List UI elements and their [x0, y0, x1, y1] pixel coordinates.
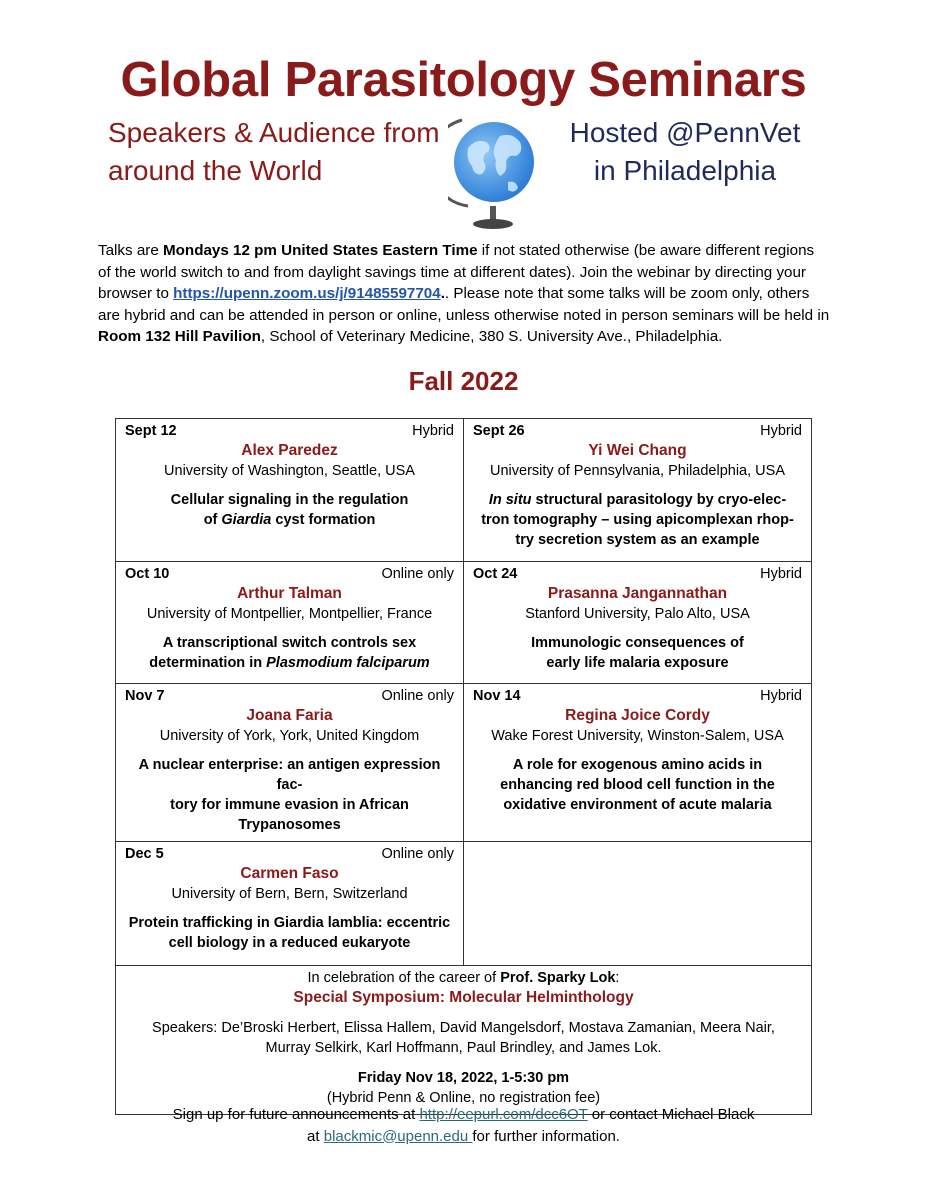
seminar-format: Online only — [381, 846, 454, 862]
seminar-talk-title: A transcriptional switch controls sex determination in Plasmodium falciparum — [149, 635, 430, 671]
season-heading: Fall 2022 — [408, 366, 519, 396]
seminar-talk-title: Cellular signaling in the regulation of Giardia cyst formation — [170, 492, 409, 528]
page-title: Global Parasitology Seminars — [120, 53, 807, 107]
symposium-intro: In celebration of the career of Prof. Sparky Lok: — [307, 970, 620, 986]
subtitle-left-line2: around the World — [108, 155, 323, 186]
intro-text: . Please note that some talks will be zoom only, others are hybrid and can be attended in person or online, unless otherwise noted in person seminars will be held in — [98, 285, 830, 324]
seminar-format: Hybrid — [412, 423, 454, 439]
seminar-cell — [116, 419, 464, 562]
seminar-format: Hybrid — [760, 688, 802, 704]
seminar-cell — [116, 842, 464, 966]
seminar-affiliation: Stanford University, Palo Alto, USA — [525, 606, 750, 622]
intro-paragraph: Talks are Mondays 12 pm United States Eastern Time if not stated otherwise (be aware different regions of the world switch to and from daylight savings time at different dates). Join the webinar by directing your browser to https://upenn.zoom.us/j/91485597704.. Please note that some talks will be zoom only, others are hybrid and can be attended in person or online, unless otherwise noted in person seminars will be held in Room 132 Hill Pavilion, School of Veterinary Medicine, 380 S. University Ave., Philadelphia. — [98, 242, 830, 345]
seminar-date: Oct 24 — [473, 566, 518, 582]
seminar-speaker: Carmen Faso — [240, 865, 339, 882]
signup-link[interactable]: http://eepurl.com/dcc6OT — [419, 1106, 588, 1123]
subtitle-right — [540, 114, 830, 190]
seminar-speaker: Prasanna Jangannathan — [547, 585, 728, 602]
symposium-speakers: Speakers: De’Broski Herbert, Elissa Hallem, David Mangelsdorf, Mostava Zamanian, Meera Nair, Murray Selkirk, Karl Hoffmann, Paul Brindley, and James Lok. — [152, 1020, 775, 1056]
intro-text: , School of Veterinary Medicine, 380 S. University Ave., Philadelphia. — [260, 328, 723, 345]
subtitle-left-line1: Speakers & Audience from — [108, 117, 440, 148]
seminar-affiliation: University of York, York, United Kingdom — [159, 728, 420, 744]
symposium-honoree: Prof. Sparky Lok — [500, 970, 616, 986]
seminar-cell — [464, 684, 812, 842]
subtitle-left — [108, 114, 440, 190]
seminar-cell — [464, 419, 812, 562]
seminar-cell — [464, 562, 812, 684]
seminar-talk-title: In situ structural parasitology by cryo-elec- tron tomography – using apicomplexan rhop- try secretion system as an example — [481, 492, 794, 548]
seminar-speaker: Arthur Talman — [237, 585, 342, 602]
intro-time: Mondays 12 pm United States Eastern Time — [163, 242, 478, 259]
intro-room: Room 132 Hill Pavilion — [98, 328, 261, 345]
empty-cell — [464, 842, 812, 966]
footer-text: or contact Michael Black — [587, 1106, 755, 1123]
seminar-talk-title: A nuclear enterprise: an antigen expression fac- tory for immune evasion in African Trypanosomes — [138, 757, 441, 833]
seminar-date: Nov 7 — [125, 688, 165, 704]
symposium-note: (Hybrid Penn & Online, no registration fee) — [326, 1090, 601, 1106]
seminar-schedule-table — [115, 418, 812, 1115]
intro-text: if not stated otherwise (be aware different regions of the world switch to and from daylight savings time at different dates). Join the webinar by directing your browser to — [98, 242, 815, 302]
seminar-talk-title: A role for exogenous amino acids in enhancing red blood cell function in the oxidative environment of acute malaria — [500, 757, 775, 813]
special-symposium-cell — [116, 966, 812, 1115]
seminar-affiliation: University of Washington, Seattle, USA — [164, 463, 415, 479]
email-link[interactable]: blackmic@upenn.edu — [323, 1127, 473, 1145]
seminar-talk-title: Protein trafficking in Giardia lamblia: eccentric cell biology in a reduced eukaryote — [128, 915, 451, 951]
seminar-speaker: Alex Paredez — [241, 442, 338, 459]
seminar-cell — [116, 684, 464, 842]
zoom-link[interactable]: https://upenn.zoom.us/j/91485597704 — [173, 285, 441, 302]
seminar-speaker: Joana Faria — [246, 707, 333, 724]
seminar-date: Sept 12 — [125, 423, 177, 439]
seminar-cell — [116, 562, 464, 684]
footer — [0, 1104, 927, 1147]
symposium-title: Special Symposium: Molecular Helminthology — [293, 989, 634, 1006]
symposium-date: Friday Nov 18, 2022, 1-5:30 pm — [357, 1070, 570, 1086]
seminar-format: Hybrid — [760, 423, 802, 439]
seminar-affiliation: University of Bern, Bern, Switzerland — [171, 886, 408, 902]
footer-text: at — [307, 1127, 324, 1145]
seminar-date: Dec 5 — [125, 846, 164, 862]
seminar-talk-title: Immunologic consequences of early life malaria exposure — [531, 635, 744, 671]
globe-icon — [448, 108, 538, 234]
intro-text: Talks are — [98, 242, 163, 259]
seminar-date: Sept 26 — [473, 423, 525, 439]
seminar-speaker: Yi Wei Chang — [588, 442, 687, 459]
seminar-affiliation: University of Pennsylvania, Philadelphia, USA — [490, 463, 785, 479]
seminar-affiliation: University of Montpellier, Montpellier, France — [146, 606, 433, 622]
seminar-format: Online only — [381, 688, 454, 704]
seminar-affiliation: Wake Forest University, Winston-Salem, USA — [491, 728, 784, 744]
seminar-date: Nov 14 — [473, 688, 521, 704]
footer-text: for further information. — [472, 1127, 620, 1145]
seminar-speaker: Regina Joice Cordy — [565, 707, 710, 724]
subtitle-right-line2: in Philadelphia — [593, 155, 777, 186]
subtitle-right-line1: Hosted @PennVet — [569, 117, 801, 148]
seminar-format: Hybrid — [760, 566, 802, 582]
footer-text: Sign up for future announcements at — [172, 1106, 420, 1123]
seminar-date: Oct 10 — [125, 566, 170, 582]
seminar-format: Online only — [381, 566, 454, 582]
